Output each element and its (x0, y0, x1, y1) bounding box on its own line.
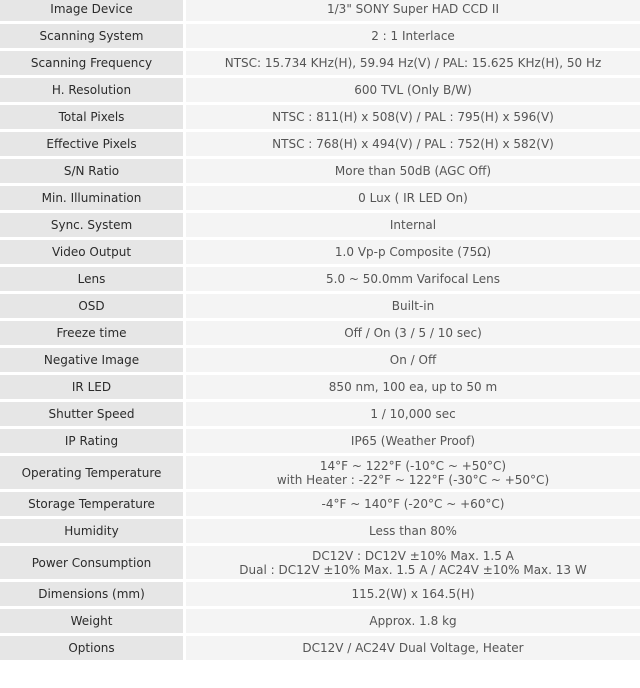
spec-label: Power Consumption (0, 546, 183, 579)
spec-label: Operating Temperature (0, 456, 183, 489)
spec-value-line: Off / On (3 / 5 / 10 sec) (344, 326, 482, 340)
spec-value (186, 240, 640, 264)
spec-value-line: -4°F ~ 140°F (-20°C ~ +60°C) (321, 497, 505, 511)
spec-row (0, 294, 640, 318)
spec-label: Shutter Speed (0, 402, 183, 426)
spec-row (0, 321, 640, 345)
spec-value-line: 14°F ~ 122°F (-10°C ~ +50°C) (319, 458, 507, 473)
spec-row (0, 492, 640, 516)
spec-value (186, 0, 640, 21)
spec-value-line: More than 50dB (AGC Off) (334, 164, 492, 178)
spec-label: S/N Ratio (0, 159, 183, 183)
spec-value (186, 213, 640, 237)
spec-row (0, 582, 640, 606)
spec-value (186, 132, 640, 156)
spec-row (0, 78, 640, 102)
spec-label: IP Rating (0, 429, 183, 453)
spec-value (186, 429, 640, 453)
spec-label: Negative Image (0, 348, 183, 372)
spec-value (186, 105, 640, 129)
spec-row (0, 0, 640, 21)
spec-value (186, 24, 640, 48)
spec-label: Storage Temperature (0, 492, 183, 516)
spec-value-line: Less than 80% (369, 524, 457, 538)
spec-label: Image Device (0, 0, 183, 21)
spec-row (0, 159, 640, 183)
spec-value (186, 78, 640, 102)
spec-label: IR LED (0, 375, 183, 399)
spec-value-line: 0 Lux ( IR LED On) (358, 191, 468, 205)
spec-label: Min. Illumination (0, 186, 183, 210)
spec-label: Sync. System (0, 213, 183, 237)
spec-value (186, 267, 640, 291)
spec-row (0, 51, 640, 75)
spec-value-line: NTSC: 15.734 KHz(H), 59.94 Hz(V) / PAL: 15.625 KHz(H), 50 Hz (224, 56, 602, 70)
spec-value-line: 5.0 ~ 50.0mm Varifocal Lens (326, 272, 500, 286)
spec-row (0, 213, 640, 237)
spec-row (0, 546, 640, 579)
spec-label: H. Resolution (0, 78, 183, 102)
spec-value-line: Approx. 1.8 kg (369, 614, 457, 628)
spec-value-line: 850 nm, 100 ea, up to 50 m (328, 380, 498, 394)
spec-row (0, 519, 640, 543)
spec-value (186, 321, 640, 345)
spec-label: OSD (0, 294, 183, 318)
spec-value-line: On / Off (389, 353, 437, 367)
spec-row (0, 105, 640, 129)
spec-value-line: 1.0 Vp-p Composite (75Ω) (334, 245, 492, 259)
spec-value-line: IP65 (Weather Proof) (350, 434, 476, 448)
spec-label: Humidity (0, 519, 183, 543)
spec-value (186, 546, 640, 579)
spec-value (186, 186, 640, 210)
spec-label: Lens (0, 267, 183, 291)
spec-value-line: 1 / 10,000 sec (370, 407, 456, 421)
spec-value-line: DC12V / AC24V Dual Voltage, Heater (302, 641, 524, 655)
spec-value (186, 492, 640, 516)
spec-value (186, 294, 640, 318)
spec-label: Total Pixels (0, 105, 183, 129)
spec-value-line: 1/3" SONY Super HAD CCD II (327, 2, 499, 16)
spec-row (0, 456, 640, 489)
spec-value (186, 636, 640, 660)
spec-value-line: with Heater : -22°F ~ 122°F (-30°C ~ +50°C) (276, 472, 550, 487)
spec-row (0, 402, 640, 426)
spec-label: Video Output (0, 240, 183, 264)
spec-value-line: 115.2(W) x 164.5(H) (351, 587, 475, 601)
spec-row (0, 267, 640, 291)
spec-label: Options (0, 636, 183, 660)
spec-value-line: DC12V : DC12V ±10% Max. 1.5 A (312, 548, 514, 563)
spec-value-line: NTSC : 811(H) x 508(V) / PAL : 795(H) x 596(V) (272, 110, 554, 124)
spec-value (186, 348, 640, 372)
spec-value (186, 51, 640, 75)
spec-value (186, 375, 640, 399)
spec-value (186, 609, 640, 633)
spec-value (186, 456, 640, 489)
spec-label: Dimensions (mm) (0, 582, 183, 606)
spec-row (0, 348, 640, 372)
spec-value-line: Built-in (391, 299, 435, 313)
spec-value (186, 159, 640, 183)
spec-row (0, 240, 640, 264)
spec-row (0, 636, 640, 660)
spec-value-line: Dual : DC12V ±10% Max. 1.5 A / AC24V ±10% Max. 13 W (239, 562, 587, 577)
spec-row (0, 429, 640, 453)
spec-value (186, 519, 640, 543)
spec-row (0, 609, 640, 633)
spec-row (0, 132, 640, 156)
spec-label: Effective Pixels (0, 132, 183, 156)
spec-label: Scanning System (0, 24, 183, 48)
spec-label: Weight (0, 609, 183, 633)
spec-row (0, 186, 640, 210)
spec-value (186, 402, 640, 426)
spec-value-line: 600 TVL (Only B/W) (354, 83, 472, 97)
spec-value-line: NTSC : 768(H) x 494(V) / PAL : 752(H) x 582(V) (272, 137, 554, 151)
spec-label: Scanning Frequency (0, 51, 183, 75)
spec-label: Freeze time (0, 321, 183, 345)
spec-value-line: Internal (389, 218, 437, 232)
spec-row (0, 24, 640, 48)
spec-value (186, 582, 640, 606)
spec-row (0, 375, 640, 399)
spec-value-line: 2 : 1 Interlace (371, 29, 455, 43)
